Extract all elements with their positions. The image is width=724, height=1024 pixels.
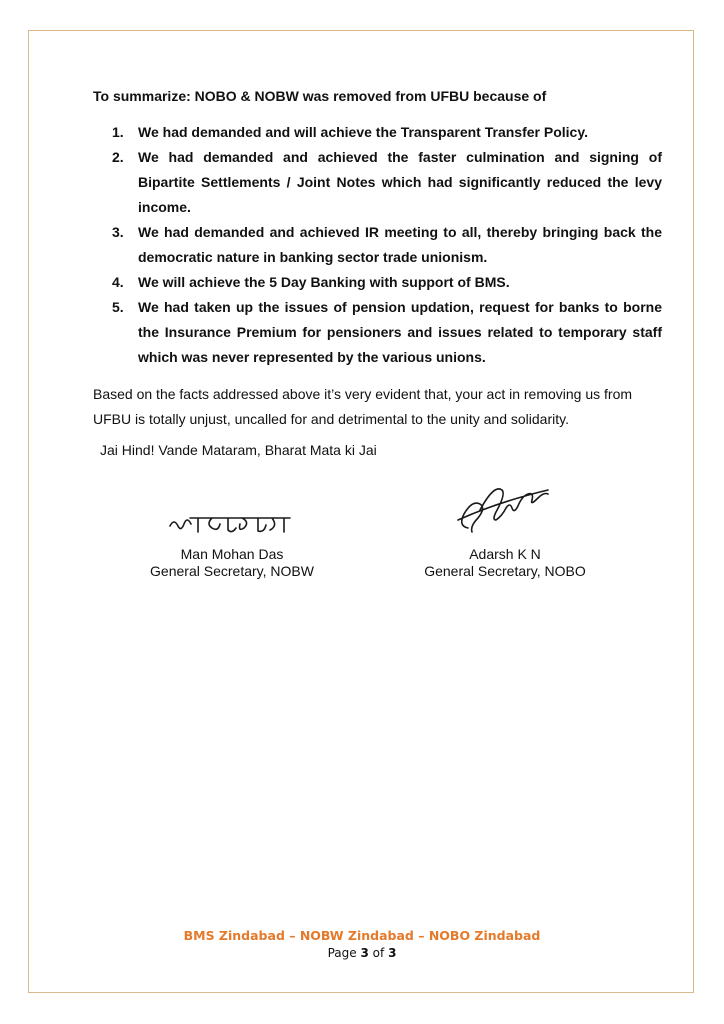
- list-item: [112, 295, 662, 370]
- list-item-number: 3.: [112, 224, 124, 240]
- list-item-text: We had demanded and achieved IR meeting to all, thereby bringing back the democratic nature in banking sector trade unionism.: [138, 224, 662, 265]
- signatory-title: General Secretary, NOBO: [424, 563, 586, 579]
- page-total: 3: [388, 946, 397, 960]
- signature-man-mohan-das: [162, 500, 302, 540]
- reasons-list: [112, 120, 662, 370]
- list-item: [112, 270, 662, 295]
- signatory-block-nobw: [132, 500, 332, 580]
- list-item: [112, 220, 662, 270]
- list-item-text: We had taken up the issues of pension updation, request for banks to borne the Insurance Premium for pensioners and issues related to temporary staff which was never represented by the various unions.: [138, 299, 662, 365]
- signatory-title: General Secretary, NOBW: [150, 563, 314, 579]
- page-number: [328, 946, 397, 960]
- page-current: 3: [360, 946, 369, 960]
- list-item: [112, 145, 662, 220]
- list-item-number: 5.: [112, 299, 124, 315]
- signature-adarsh-k-n: [450, 480, 560, 540]
- signatory-name: Man Mohan Das: [180, 546, 284, 562]
- list-item: [112, 120, 662, 145]
- list-item-text: We had demanded and will achieve the Transparent Transfer Policy.: [138, 124, 588, 140]
- page-label: Page: [327, 946, 357, 960]
- list-item-number: 1.: [112, 124, 124, 140]
- page-footer: [0, 928, 724, 961]
- signatory-block-nobo: [405, 480, 605, 580]
- signatory-name: Adarsh K N: [469, 546, 541, 562]
- list-item-number: 2.: [112, 149, 124, 165]
- conclusion-paragraph: Based on the facts addressed above it’s very evident that, your act in removing us from UFBU is totally unjust, uncalled for and detrimental to the unity and solidarity.: [93, 386, 633, 427]
- footer-slogan: BMS Zindabad – NOBW Zindabad – NOBO Zindabad: [183, 928, 541, 943]
- list-item-text: We had demanded and achieved the faster culmination and signing of Bipartite Settlements / Joint Notes which had significantly reduced the levy income.: [138, 149, 662, 215]
- list-item-number: 4.: [112, 274, 124, 290]
- list-item-text: We will achieve the 5 Day Banking with support of BMS.: [138, 274, 510, 290]
- page-of: of: [372, 946, 385, 960]
- closing-salutation: Jai Hind! Vande Mataram, Bharat Mata ki Jai: [100, 442, 377, 458]
- summary-heading: To summarize: NOBO & NOBW was removed from UFBU because of: [93, 88, 547, 104]
